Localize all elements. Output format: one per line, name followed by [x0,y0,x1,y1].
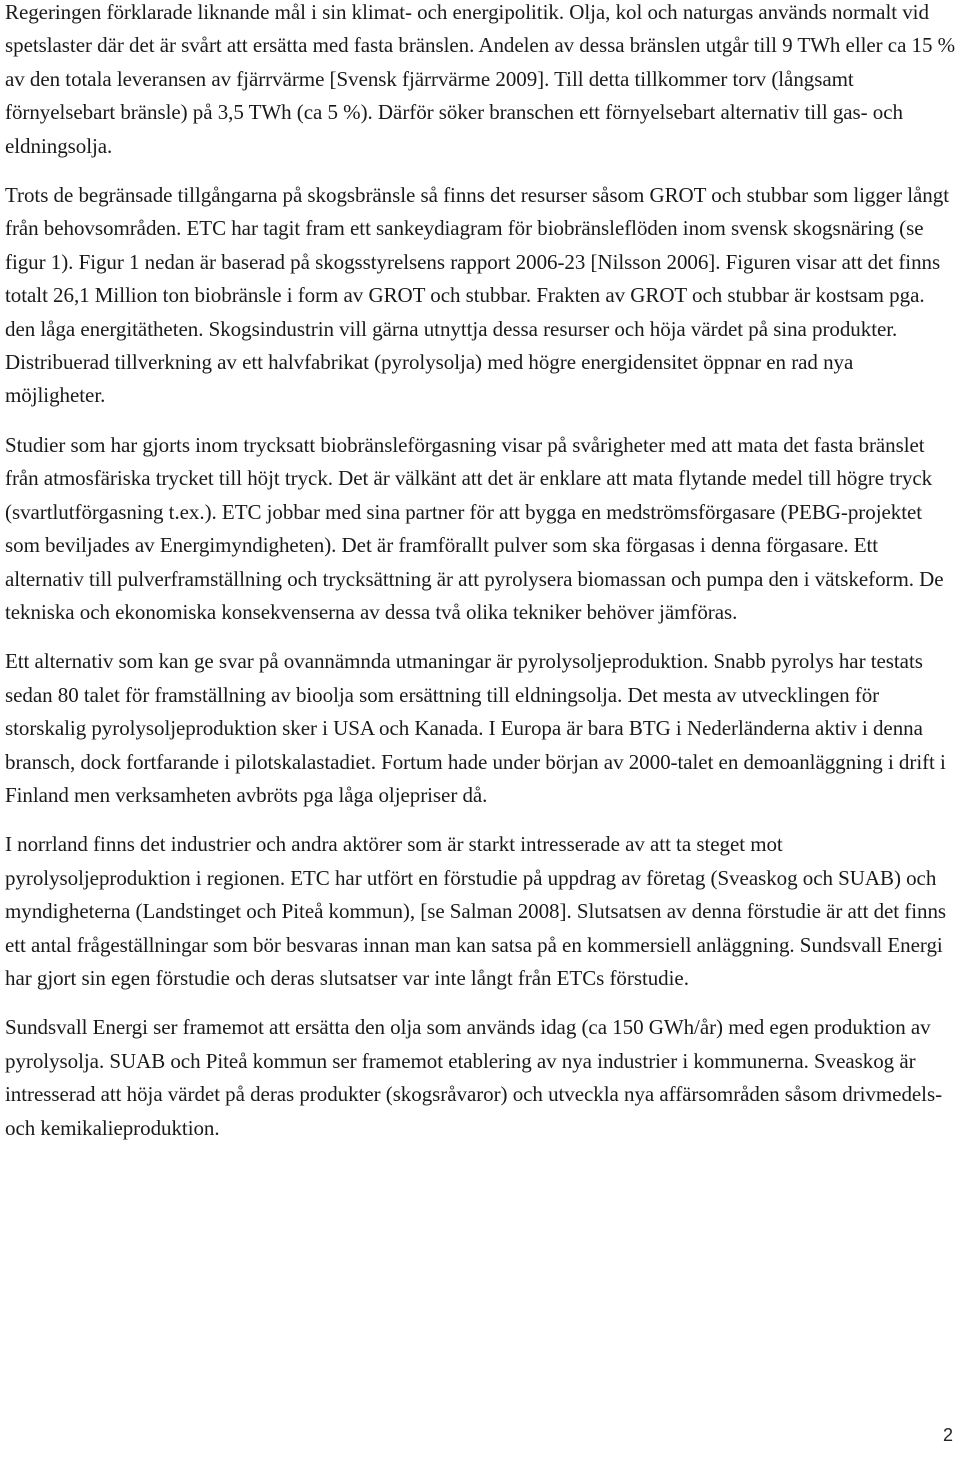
paragraph-4: Ett alternativ som kan ge svar på ovannämnda utmaningar är pyrolysoljeproduktion. Snabb pyrolys har testats sedan 80 talet för framställning av bioolja som ersättning till eldningsolja. Det mesta av utvecklingen för storskalig pyrolysoljeproduktion sker i USA och Kanada. I Europa är bara BTG i Nederländerna aktiv i denna bransch, dock fortfarande i pilotskalastadiet. Fortum hade under början av 2000-talet en demoanläggning i drift i Finland men verksamheten avbröts pga låga oljepriser då. [5,649,946,807]
paragraph-6: Sundsvall Energi ser framemot att ersätta den olja som används idag (ca 150 GWh/år) med egen produktion av pyrolysolja. SUAB och Piteå kommun ser framemot etablering av nya industrier i kommunerna. Sveaskog är intresserad att höja värdet på deras produkter (skogsråvaror) och utveckla nya affärsområden såsom drivmedels- och kemikalieproduktion. [5,1015,943,1140]
document-page [5,0,957,1145]
paragraph-1: Regeringen förklarade liknande mål i sin klimat- och energipolitik. Olja, kol och naturgas används normalt vid spetslaster där det är svårt att ersätta med fasta bränslen. Andelen av dessa bränslen utgår till 9 TWh eller ca 15 % av den totala leveransen av fjärrvärme [Svensk fjärrvärme 2009]. Till detta tillkommer torv (långsamt förnyelsebart bränsle) på 3,5 TWh (ca 5 %). Därför söker branschen ett förnyelsebart alternativ till gas- och eldningsolja. [5,0,956,158]
paragraph-2: Trots de begränsade tillgångarna på skogsbränsle så finns det resurser såsom GROT och stubbar som ligger långt från behovsområden. ETC har tagit fram ett sankeydiagram för biobränsleflöden inom svensk skogsnäring (se figur 1). Figur 1 nedan är baserad på skogsstyrelsens rapport 2006-23 [Nilsson 2006]. Figuren visar att det finns totalt 26,1 Million ton biobränsle i form av GROT och stubbar. Frakten av GROT och stubbar är kostsam pga. den låga energitätheten. Skogsindustrin vill gärna utnyttja dessa resurser och höja värdet på sina produkter. Distribuerad tillverkning av ett halvfabrikat (pyrolysolja) med högre energidensitet öppnar en rad nya möjligheter. [5,183,949,408]
page-number: 2 [942,1425,953,1445]
paragraph-3: Studier som har gjorts inom trycksatt biobränsleförgasning visar på svårigheter med att mata det fasta bränslet från atmosfäriska trycket till höjt tryck. Det är välkänt att det är enklare att mata flytande medel till högre tryck (svartlutförgasning t.ex.). ETC jobbar med sina partner för att bygga en medströmsförgasare (PEBG-projektet som beviljades av Energimyndigheten). Det är framförallt pulver som ska förgasas i denna förgasare. Ett alternativ till pulverframställning och trycksättning är att pyrolysera biomassan och pumpa den i vätskeform. De tekniska och ekonomiska konsekvenserna av dessa två olika tekniker behöver jämföras. [5,432,944,624]
paragraph-5: I norrland finns det industrier och andra aktörer som är starkt intresserade av att ta steget mot pyrolysoljeproduktion i regionen. ETC har utfört en förstudie på uppdrag av företag (Sveaskog och SUAB) och myndigheterna (Landstinget och Piteå kommun), [se Salman 2008]. Slutsatsen av denna förstudie är att det finns ett antal frågeställningar som bör besvaras innan man kan satsa på en kommersiell anläggning. Sundsvall Energi har gjort sin egen förstudie och deras slutsatser var inte långt från ETCs förstudie. [5,832,947,990]
